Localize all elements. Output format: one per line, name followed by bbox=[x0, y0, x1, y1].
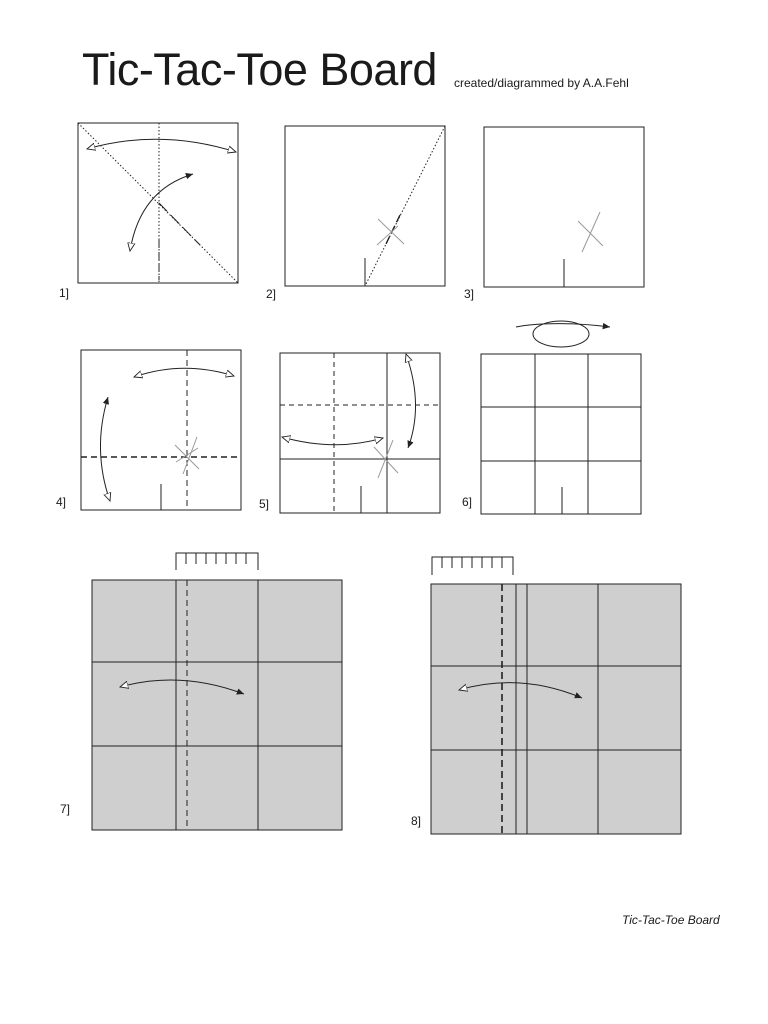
fold-arrow-diagonal bbox=[130, 174, 193, 251]
step-5-number: 5] bbox=[259, 497, 270, 511]
step-1-number: 1] bbox=[59, 286, 70, 300]
diagonal-crease bbox=[365, 126, 445, 286]
step-6-number: 6] bbox=[462, 495, 473, 509]
pinch-mark bbox=[578, 212, 603, 252]
turn-over-arrow bbox=[516, 324, 610, 327]
diagonal-crease bbox=[78, 123, 238, 283]
turn-over-symbol bbox=[533, 321, 589, 347]
paper-square bbox=[280, 353, 440, 513]
step-8-diagram bbox=[431, 557, 681, 834]
step-4-number: 4] bbox=[56, 495, 67, 509]
measure-ruler bbox=[432, 557, 513, 575]
step-7-number: 7] bbox=[60, 802, 71, 816]
fold-line-diagonal bbox=[159, 203, 200, 245]
fold-arrow-top bbox=[134, 368, 234, 377]
step-4-diagram bbox=[81, 350, 241, 510]
page-title: Tic-Tac-Toe Board bbox=[82, 44, 437, 95]
board-square bbox=[431, 584, 681, 834]
measure-ruler bbox=[176, 553, 258, 570]
step-6-diagram bbox=[481, 321, 641, 514]
step-3-diagram bbox=[484, 127, 644, 287]
paper-square bbox=[481, 354, 641, 514]
fold-arrow-horizontal bbox=[87, 139, 236, 152]
board-square bbox=[92, 580, 342, 830]
fold-arrow-vertical bbox=[406, 354, 416, 448]
footer-caption: Tic-Tac-Toe Board bbox=[622, 913, 720, 927]
pinch-mark bbox=[377, 219, 404, 245]
step-7-diagram bbox=[92, 553, 342, 830]
step-8-number: 8] bbox=[411, 814, 422, 828]
step-2-number: 2] bbox=[266, 287, 277, 301]
fold-arrow-left bbox=[100, 397, 110, 501]
author-credit: created/diagrammed by A.A.Fehl bbox=[454, 76, 629, 90]
fold-arrow-horizontal bbox=[282, 437, 383, 445]
step-2-diagram bbox=[285, 126, 445, 286]
step-3-number: 3] bbox=[464, 287, 475, 301]
step-1-diagram bbox=[78, 123, 238, 283]
step-5-diagram bbox=[280, 353, 440, 513]
